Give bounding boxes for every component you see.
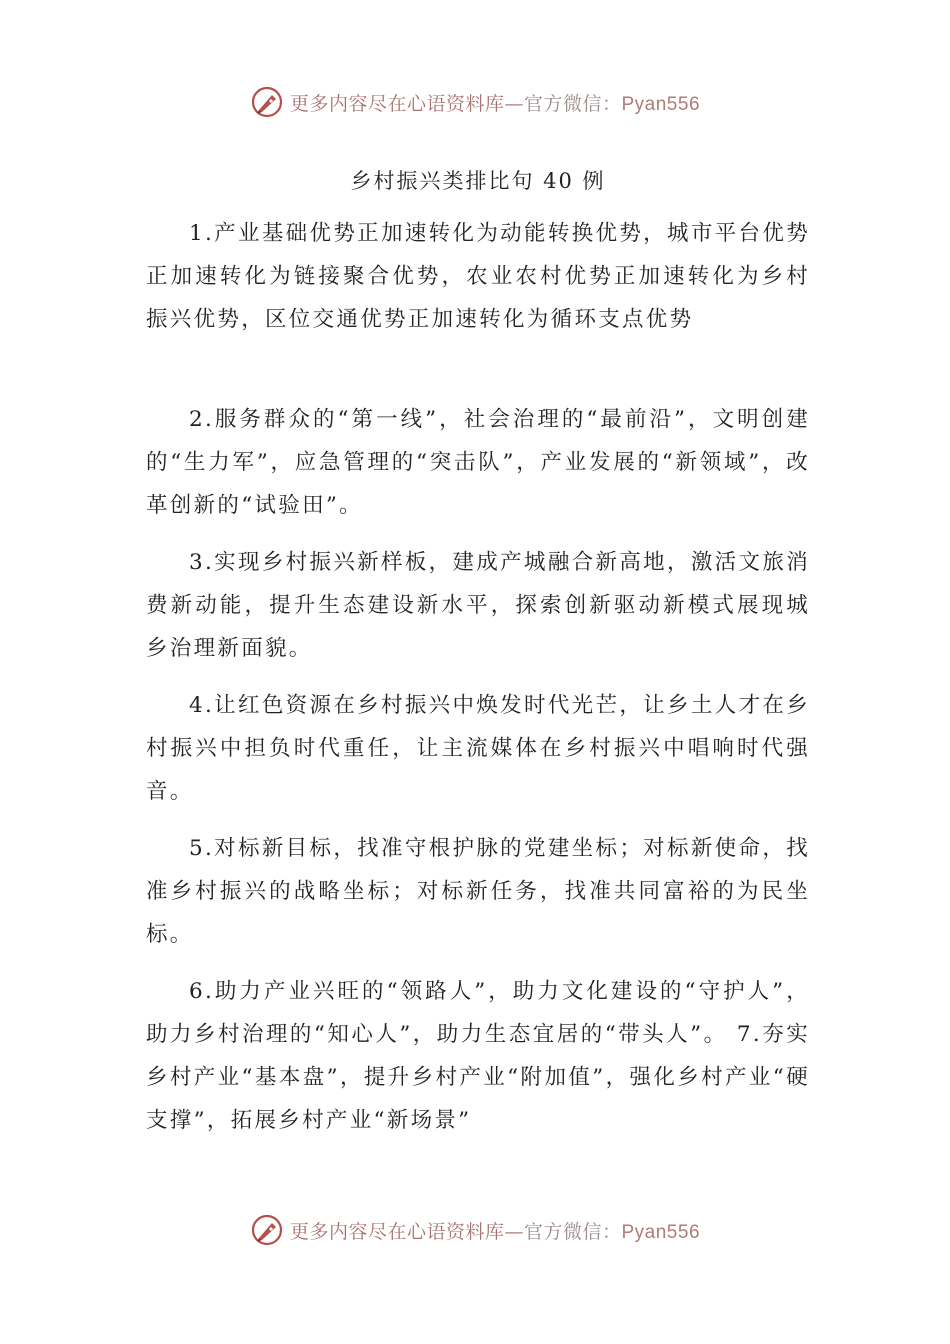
header-watermark-banner [0,80,950,124]
pen-nib-logo-icon [250,85,284,119]
watermark-dash: — [504,1220,524,1243]
paragraph-6: 6.助力产业兴旺的“领路人”，助力文化建设的“守护人”，助力乡村治理的“知心人”，助力生态宜居的“带头人”。 7.夯实乡村产业“基本盘”，提升乡村产业“附加值”，强化乡村产业“硬支撑”，拓展乡村产业“新场景” [146,979,810,1133]
watermark-brand: 更多内容尽在心语资料库 [289,1220,505,1243]
paragraph-5: 5.对标新目标，找准守根护脉的党建坐标；对标新使命，找准乡村振兴的战略坐标；对标新任务，找准共同富裕的为民坐标。 [146,836,810,947]
pen-nib-logo-icon [250,1213,284,1247]
footer-watermark-banner [0,1208,950,1252]
watermark-brand: 更多内容尽在心语资料库 [289,92,505,115]
paragraph-3: 3.实现乡村振兴新样板，建成产城融合新高地，激活文旅消费新动能，提升生态建设新水平，探索创新驱动新模式展现城乡治理新面貌。 [146,550,810,661]
document-body [146,160,810,1156]
watermark-wechat-label: 官方微信： [523,92,622,115]
watermark-dash: — [504,92,524,115]
paragraph-1: 1.产业基础优势正加速转化为动能转换优势，城市平台优势正加速转化为链接聚合优势，农业农村优势正加速转化为乡村振兴优势，区位交通优势正加速转化为循环支点优势 [146,221,810,332]
paragraph-4: 4.让红色资源在乡村振兴中焕发时代光芒，让乡土人才在乡村振兴中担负时代重任，让主流媒体在乡村振兴中唱响时代强音。 [146,693,810,804]
watermark-wechat-id: Pyan556 [621,1221,701,1243]
paragraph-2: 2.服务群众的“第一线”，社会治理的“最前沿”，文明创建的“生力军”，应急管理的“突击队”，产业发展的“新领域”，改革创新的“试验田”。 [146,407,810,518]
watermark-text [290,89,700,116]
watermark-wechat-label: 官方微信： [523,1220,622,1243]
document-title: 乡村振兴类排比句 40 例 [350,169,606,193]
watermark-text [290,1217,700,1244]
watermark-wechat-id: Pyan556 [621,93,701,115]
